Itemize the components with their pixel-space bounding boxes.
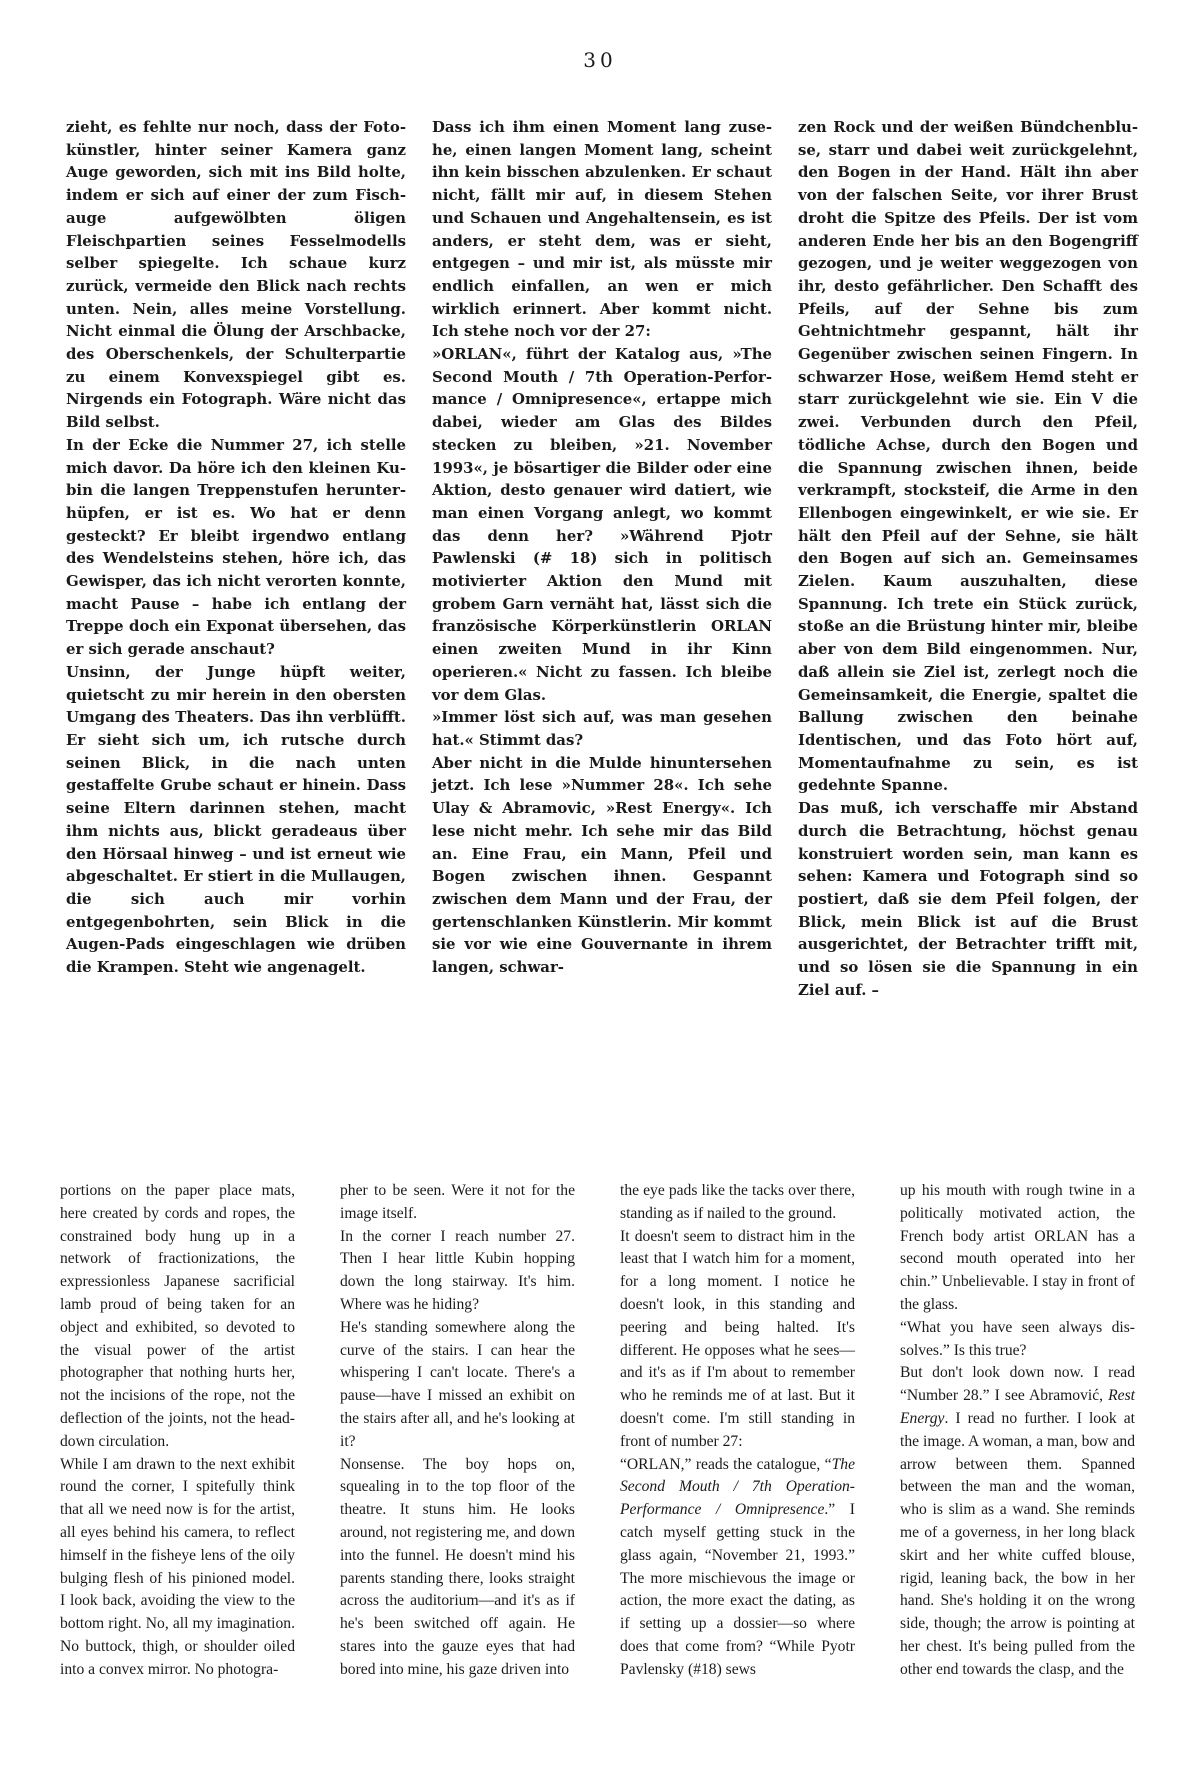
paragraph: It doesn't seem to distract him in the least that I watch him for a moment, for a long moment. I notice he doesn't look, in this standing and peering and being halted. It's different. He opposes what he sees—and it's as if I'm about to remember who he reminds me of at last. But it doesn't come. I'm still standing in front of number 27: [620, 1227, 855, 1450]
paragraph: Unsinn, der Junge hüpft weiter, quietscht zu mir herein in den obersten Umgang des Theaters. Das ihn verblüfft. Er sieht sich um, ich rutsche durch seinen Blick, in die nach unten gestaffelte Grube schaut er hinein. Dass seine Eltern darinnen stehen, macht ihm nichts aus, blickt geradeaus über den Hörsaal hinweg – und ist erneut wie abgeschaltet. Er stiert in die Mullaugen, die sich auch mir vorhin entgegenbohrten, sein Blick in die Augen-Pads eingeschlagen wie drüben die Krampen. Steht wie angenagelt. [66, 662, 406, 977]
italic-title: Rest Energy [900, 1387, 1135, 1427]
paragraph: “What you have seen always dissolves.” Is this true? [900, 1318, 1135, 1359]
english-column-2 [340, 1180, 575, 1682]
german-text-block [66, 116, 1138, 999]
text-run: .” I catch myself getting stuck in the glass again, “November 21, 1993.” The more mischievous the image or action, the more exact the dating, as if setting up a dossier—so where does that come from? “While Pyotr Pavlensky (#18) sews [620, 1501, 855, 1678]
paragraph: In the corner I reach number 27. Then I hear little Kubin hopping down the long stairway. It's him. Where was he hiding? [340, 1227, 575, 1313]
paragraph: zen Rock und der weißen Bündchenbluse, starr und dabei weit zurückgelehnt, den Bogen in der Hand. Hält ihn aber von der falschen Seite, vor ihrer Brust droht die Spitze des Pfeils. Der ist vom anderen Ende her bis an den Bogengriff gezogen, und je weiter weggezogen von ihr, desto gefährlicher. Den Schafft des Pfeils, auf der Sehne bis zum Gehtnichtmehr gespannt, hält ihr Gegenüber zwischen seinen Fingern. In schwarzer Hose, weißem Hemd steht er starr zurückgelehnt wie sie. Ein V die zwei. Verbunden durch den Pfeil, tödliche Achse, durch den Bogen und die Spannung zwischen ihnen, beide verkrampft, stocksteif, die Arme in den Ellenbogen eingewinkelt, er wie sie. Er hält den Pfeil auf der Sehne, sie hält den Bogen auf sich an. Gemeinsames Zielen. Kaum auszuhalten, diese Spannung. Ich trete ein Stück zurück, stoße an die Brüstung hinter mir, bleibe aber von dem Bild eingenommen. Nur, daß allein sie Ziel ist, zerlegt noch die Gemeinsamkeit, die Energie, spaltet die Ballung zwischen den beinahe Identischen, und das Foto hört auf, Momentaufnahme zu sein, es ist gedehnte Spanne. [798, 118, 1138, 795]
paragraph: He's standing somewhere along the curve of the stairs. I can hear the whispering I can't locate. There's a pause—have I missed an exhibit on the stairs after all, and he's looking at it? [340, 1318, 575, 1450]
paragraph: the eye pads like the tacks over there, standing as if nailed to the ground. [620, 1182, 855, 1222]
english-text-block [60, 1180, 1140, 1770]
english-column-4 [900, 1180, 1135, 1682]
german-column-2 [432, 116, 772, 979]
paragraph: up his mouth with rough twine in a politically motivated action, the French body artist ORLAN has a second mouth operated into her chin.” Unbelievable. I stay in front of the glass. [900, 1182, 1135, 1313]
page-number: 30 [583, 48, 617, 72]
paragraph [900, 1362, 1135, 1681]
paragraph: zieht, es fehlte nur noch, dass der Fotokünstler, hinter seiner Kamera ganz Auge geworden, sich mit ins Bild holte, indem er sich auf einer der zum Fischauge aufgewölbten öligen Fleischpartien seines Fesselmodells selber spiegelte. Ich schaue kurz zurück, vermeide den Blick nach rechts unten. Nein, alles meine Vorstellung. Nicht einmal die Ölung der Arschbacke, des Oberschenkels, der Schulterpartie zu einem Konvexspiegel gibt es. Nirgends ein Fotograph. Wäre nicht das Bild selbst. [66, 118, 406, 432]
paragraph: Aber nicht in die Mulde hinuntersehen jetzt. Ich lese »Nummer 28«. Ich sehe Ulay & Abramovic, »Rest Energy«. Ich lese nicht mehr. Ich sehe mir das Bild an. Eine Frau, ein Mann, Pfeil und Bogen zwischen ihnen. Gespannt zwischen dem Mann und der Frau, der gertenschlanken Künstlerin. Mir kommt sie vor wie eine Gouvernante in ihrem langen, schwar- [432, 753, 772, 977]
paragraph: While I am drawn to the next exhibit round the corner, I spitefully think that all we need now is for the artist, all eyes behind his camera, to reflect himself in the fisheye lens of the oily bulging flesh of his pinioned model. I look back, avoiding the view to the bottom right. No, all my imagination. No buttock, thigh, or shoulder oiled into a convex mirror. No photogra- [60, 1455, 295, 1678]
paragraph: portions on the paper place mats, here created by cords and ropes, the constrained body hung up in a network of fractionizations, the expressionless Japanese sacrificial lamb proud of being taken for an object and exhibited, so devoted to the visual power of the artist photographer that nothing hurts her, not the incisions of the rope, not the deflection of the joints, not the head-down circulation. [60, 1182, 295, 1450]
paragraph: »ORLAN«, führt der Katalog aus, »The Second Mouth / 7th Operation-Performance / Omnipresence«, ertappe mich dabei, wieder am Glas des Bildes stecken zu bleiben, »21. November 1993«, je bösartiger die Bilder oder eine Aktion, desto genauer wird datiert, wie man einen Vorgang anlegt, wo kommt das denn her? »Während Pjotr Pawlenski (# 18) sich in politisch motivierter Aktion den Mund mit grobem Garn vernäht hat, lässt sich die französische Körperkünstlerin ORLAN einen zweiten Mund in ihr Kinn operieren.« Nicht zu fassen. Ich bleibe vor dem Glas. [432, 345, 772, 704]
italic-title: The Second Mouth / 7th Operation-Performance / Omnipresence [620, 1455, 855, 1519]
paragraph: »Immer löst sich auf, was man gesehen hat.« Stimmt das? [432, 708, 772, 749]
english-column-1 [60, 1180, 295, 1682]
paragraph: Das muß, ich verschaffe mir Abstand durch die Betrachtung, höchst genau konstruiert worden sein, man kann es sehen: Kamera und Fotograph sind so postiert, daß sie dem Pfeil folgen, der Blick, mein Blick ist auf die Brust ausgerichtet, der Betrachter trifft mit, und so lösen sie die Spannung in ein Ziel auf. – [798, 799, 1138, 999]
text-run: “ORLAN,” reads the catalogue, “ [620, 1455, 832, 1473]
paragraph [620, 1454, 855, 1682]
paragraph: pher to be seen. Were it not for the image itself. [340, 1182, 575, 1222]
paragraph: In der Ecke die Nummer 27, ich stelle mich davor. Da höre ich den kleinen Kubin die langen Treppenstufen herunterhüpfen, er ist es. Wo hat er denn gesteckt? Er bleibt irgendwo entlang des Wendelsteins stehen, höre ich, das Gewisper, das ich nicht verorten konnte, macht Pause – habe ich entlang der Treppe doch ein Exponat übersehen, das er sich gerade anschaut? [66, 435, 406, 659]
paragraph: Nonsense. The boy hops on, squealing in to the top floor of the theatre. It stuns him. He looks around, not registering me, and down into the funnel. He doesn't mind his parents standing there, looks straight across the auditorium—and it's as if he's been switched off again. He stares into the gauze eyes that had bored into mine, his gaze driven into [340, 1455, 575, 1678]
paragraph: Dass ich ihm einen Moment lang zusehe, einen langen Moment lang, scheint ihn kein bisschen abzulenken. Er schaut nicht, fällt mir auf, in diesem Stehen und Schauen und Angehaltensein, es ist anders, er steht dem, was er sieht, entgegen – und mir ist, als müsste mir endlich einfallen, an wen er mich wirklich erinnert. Aber kommt nicht. Ich stehe noch vor der 27: [432, 118, 772, 341]
english-column-3 [620, 1180, 855, 1682]
text-run: . I read no further. I look at the image. A woman, a man, bow and arrow between them. Spanned between the man and the woman, who is slim as a wand. She reminds me of a governess, in her long black skirt and her white cuffed blouse, rigid, leaning back, the bow in her hand. She's holding it on the wrong side, though; the arrow is pointing at her chest. It's being pulled from the other end towards the clasp, and the [900, 1409, 1135, 1678]
german-column-1 [66, 116, 406, 979]
german-column-3 [798, 116, 1138, 1001]
text-run: But don't look down now. I read “Number 28.” I see Abramović, [900, 1364, 1135, 1405]
